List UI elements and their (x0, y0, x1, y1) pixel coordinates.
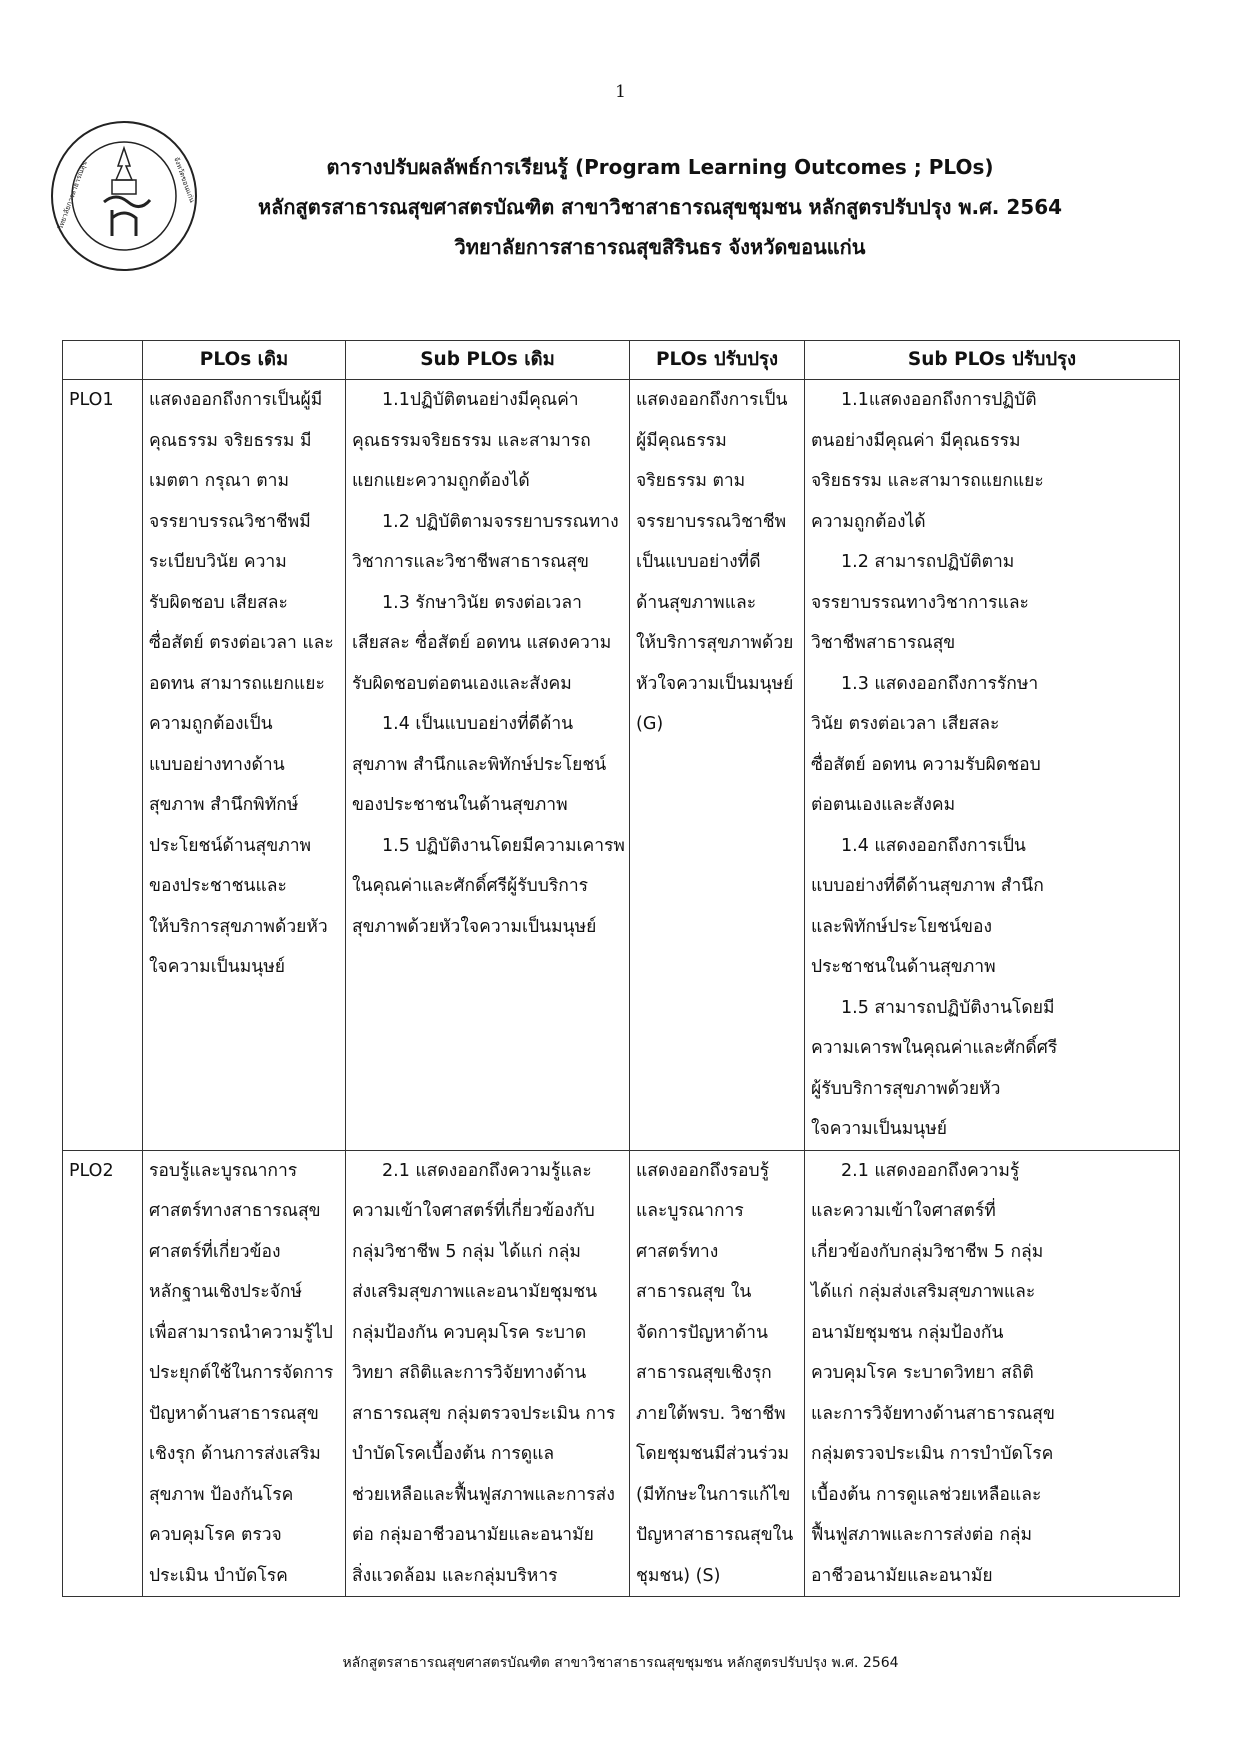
cell-text-line: แบบอย่างที่ดีด้านสุขภาพ สำนึก (811, 876, 1044, 896)
cell-text-line: จริยธรรม ตาม (636, 471, 746, 491)
cell-text-line: 1.4 เป็นแบบอย่างที่ดีด้าน (382, 714, 574, 734)
cell-text-line: วิทยา สถิติและการวิจัยทางด้าน (352, 1363, 587, 1383)
cell-text-line: ศาสตร์ทางสาธารณสุข (149, 1201, 321, 1221)
cell-text-line: ของประชาชนและ (149, 876, 287, 896)
page-number: 1 (615, 82, 626, 102)
cell-text-line: วิชาการและวิชาชีพสาธารณสุข (352, 552, 589, 572)
header-cell-sub-plo-old: Sub PLOs เดิม (346, 341, 630, 380)
cell-text-line: 1.4 แสดงออกถึงการเป็น (841, 835, 1026, 856)
plo-id: PLO1 (69, 390, 114, 410)
cell-text-line: กลุ่มตรวจประเมิน การบำบัดโรค (811, 1444, 1054, 1464)
cell-text-line: 1.2 ปฏิบัติตามจรรยาบรรณทาง (382, 511, 619, 532)
cell-text-line: 1.1ปฏิบัติตนอย่างมีคุณค่า (382, 390, 579, 410)
cell-text-line: ซื่อสัตย์ อดทน ความรับผิดชอบ (811, 754, 1041, 775)
cell-text-line: ตนอย่างมีคุณค่า มีคุณธรรม (811, 430, 1021, 451)
plo-table (62, 340, 1180, 1597)
cell-text-line: ความเคารพในคุณค่าและศักดิ์ศรี (811, 1038, 1058, 1058)
cell-text-line: สุขภาพ ป้องกันโรค (149, 1484, 294, 1505)
plo-old-cell (143, 1150, 346, 1597)
cell-text-line: ผู้มีคุณธรรม (636, 430, 727, 451)
plo-id-cell (63, 380, 143, 1151)
cell-text-line: ความถูกต้องเป็น (149, 714, 273, 734)
cell-text-line: กลุ่มป้องกัน ควบคุมโรค ระบาด (352, 1322, 587, 1343)
cell-text-line: 2.1 แสดงออกถึงความรู้และ (382, 1160, 592, 1181)
cell-text-line: 1.5 ปฏิบัติงานโดยมีความเคารพ (382, 835, 625, 856)
cell-text-line: 1.2 สามารถปฏิบัติตาม (841, 552, 1015, 572)
cell-text-line: เชิงรุก ด้านการส่งเสริม (149, 1444, 321, 1464)
cell-text-line: รับผิดชอบต่อตนเองและสังคม (352, 673, 572, 694)
plo-id: PLO2 (69, 1160, 114, 1181)
cell-text-line: ความเข้าใจศาสตร์ที่เกี่ยวข้องกับ (352, 1201, 595, 1221)
cell-text-line: ภายใต้พรบ. วิชาชีพ (636, 1403, 786, 1424)
cell-text-line: เบื้องต้น การดูแลช่วยเหลือและ (811, 1484, 1042, 1505)
cell-text-line: 1.1แสดงออกถึงการปฏิบัติ (841, 390, 1037, 410)
header-cell-sub-plo-new: Sub PLOs ปรับปรุง (805, 341, 1180, 380)
cell-text-line: ให้บริการสุขภาพด้วย (636, 633, 794, 653)
cell-text-line: จริยธรรม และสามารถแยกแยะ (811, 471, 1044, 491)
sub-plo-new-cell (805, 1150, 1180, 1597)
document-subtitle: หลักสูตรสาธารณสุขศาสตรบัณฑิต สาขาวิชาสาธารณสุขชุมชน หลักสูตรปรับปรุง พ.ศ. 2564 (257, 195, 1063, 219)
plo-old-cell (143, 380, 346, 1151)
plo-id-cell (63, 1150, 143, 1597)
cell-text-line: 1.5 สามารถปฏิบัติงานโดยมี (841, 997, 1055, 1018)
document-title: ตารางปรับผลลัพธ์การเรียนรู้ (Program Learning Outcomes ; PLOs) (326, 155, 994, 179)
cell-text-line: แสดงออกถึงรอบรู้ (636, 1160, 770, 1181)
cell-text-line: เกี่ยวข้องกับกลุ่มวิชาชีพ 5 กลุ่ม (811, 1241, 1044, 1262)
cell-text-line: โดยชุมชนมีส่วนร่วม (636, 1444, 790, 1464)
cell-text-line: สาธารณสุข กลุ่มตรวจประเมิน การ (352, 1403, 616, 1424)
cell-text-line: ต่อ กลุ่มอาชีวอนามัยและอนามัย (352, 1525, 594, 1545)
header-cell-id (63, 341, 143, 380)
cell-text-line: รอบรู้และบูรณาการ (149, 1160, 298, 1181)
cell-text-line: อนามัยชุมชน กลุ่มป้องกัน (811, 1322, 1004, 1343)
cell-text-line: เสียสละ ซื่อสัตย์ อดทน แสดงความ (352, 633, 612, 653)
cell-text-line: วินัย ตรงต่อเวลา เสียสละ (811, 714, 1000, 734)
cell-text-line: ประยุกต์ใช้ในการจัดการ (149, 1363, 334, 1383)
cell-text-line: เป็นแบบอย่างที่ดี (636, 552, 761, 572)
cell-text-line: หลักฐานเชิงประจักษ์ (149, 1282, 302, 1302)
cell-text-line: สาธารณสุข ใน (636, 1282, 752, 1302)
cell-text-line: ของประชาชนในด้านสุขภาพ (352, 795, 568, 815)
cell-text-line: จรรยาบรรณทางวิชาการและ (811, 592, 1029, 613)
cell-text-line: และการวิจัยทางด้านสาธารณสุข (811, 1403, 1055, 1424)
sub-plo-old-cell (346, 380, 630, 1151)
svg-text:จังหวัดขอนแก่น: จังหวัดขอนแก่น (172, 155, 197, 204)
page-footer: หลักสูตรสาธารณสุขศาสตรบัณฑิต สาขาวิชาสาธารณสุขชุมชน หลักสูตรปรับปรุง พ.ศ. 2564 (342, 1655, 899, 1671)
cell-text-line: (G) (636, 714, 664, 734)
cell-text-line: 2.1 แสดงออกถึงความรู้ (841, 1160, 1020, 1181)
cell-text-line: คุณธรรม จริยธรรม มี (149, 430, 312, 451)
cell-text-line: ปัญหาสาธารณสุขใน (636, 1525, 794, 1545)
cell-text-line: จรรยาบรรณวิชาชีพ (636, 511, 787, 532)
plo-new-cell (630, 1150, 805, 1597)
institution-name: วิทยาลัยการสาธารณสุขสิรินธร จังหวัดขอนแก่น (454, 235, 866, 259)
cell-text-line: แสดงออกถึงการเป็น (636, 390, 788, 410)
table-header-row (63, 341, 1180, 380)
cell-text-line: ประโยชน์ด้านสุขภาพ (149, 835, 312, 856)
sub-plo-new-cell (805, 380, 1180, 1151)
cell-text-line: ควบคุมโรค ตรวจ (149, 1525, 282, 1545)
cell-text-line: บำบัดโรคเบื้องต้น การดูแล (352, 1444, 555, 1464)
cell-text-line: (มีทักษะในการแก้ไข (636, 1484, 791, 1505)
cell-text-line: วิชาชีพสาธารณสุข (811, 633, 956, 653)
cell-text-line: จัดการปัญหาด้าน (636, 1322, 768, 1343)
cell-text-line: ใจความเป็นมนุษย์ (149, 957, 286, 977)
cell-text-line: ประชาชนในด้านสุขภาพ (811, 957, 996, 977)
cell-text-line: ใจความเป็นมนุษย์ (811, 1119, 948, 1139)
cell-text-line: จรรยาบรรณวิชาชีพมี (149, 511, 311, 532)
sub-plo-old-cell (346, 1150, 630, 1597)
cell-text-line: ต่อตนเองและสังคม (811, 795, 956, 815)
cell-text-line: และพิทักษ์ประโยชน์ของ (811, 916, 993, 937)
plo-new-cell (630, 380, 805, 1151)
cell-text-line: สุขภาพด้วยหัวใจความเป็นมนุษย์ (352, 916, 597, 937)
cell-text-line: ฟื้นฟูสภาพและการส่งต่อ กลุ่ม (811, 1525, 1033, 1545)
svg-text:วิทยาลัยการสาธารณสุข: วิทยาลัยการสาธารณสุข (56, 159, 89, 231)
cell-text-line: แสดงออกถึงการเป็นผู้มี (149, 390, 323, 410)
cell-text-line: 1.3 รักษาวินัย ตรงต่อเวลา (382, 592, 582, 613)
cell-text-line: ศาสตร์ทาง (636, 1241, 719, 1262)
cell-text-line: และบูรณาการ (636, 1201, 744, 1221)
cell-text-line: สิ่งแวดล้อม และกลุ่มบริหาร (352, 1565, 558, 1586)
cell-text-line: ช่วยเหลือและฟื้นฟูสภาพและการส่ง (352, 1484, 615, 1505)
cell-text-line: ซื่อสัตย์ ตรงต่อเวลา และ (149, 633, 334, 653)
cell-text-line: ประเมิน บำบัดโรค (149, 1565, 288, 1586)
cell-text-line: สุขภาพ สำนึกและพิทักษ์ประโยชน์ (352, 754, 607, 775)
cell-text-line: รับผิดชอบ เสียสละ (149, 592, 288, 613)
cell-text-line: ได้แก่ กลุ่มส่งเสริมสุขภาพและ (811, 1282, 1036, 1302)
cell-text-line: ระเบียบวินัย ความ (149, 552, 287, 572)
cell-text-line: ชุมชน) (S) (636, 1565, 721, 1586)
cell-text-line: ผู้รับบริการสุขภาพด้วยหัว (811, 1078, 1001, 1099)
cell-text-line: ด้านสุขภาพและ (636, 592, 757, 613)
table-row (63, 1150, 1180, 1597)
header-cell-plo-new: PLOs ปรับปรุง (630, 341, 805, 380)
cell-text-line: ความถูกต้องได้ (811, 511, 926, 532)
cell-text-line: แบบอย่างทางด้าน (149, 754, 285, 775)
cell-text-line: เมตตา กรุณา ตาม (149, 471, 289, 491)
cell-text-line: และความเข้าใจศาสตร์ที่ (811, 1201, 996, 1221)
cell-text-line: เพื่อสามารถนำความรู้ไป (149, 1322, 333, 1343)
cell-text-line: ส่งเสริมสุขภาพและอนามัยชุมชน (352, 1282, 598, 1302)
cell-text-line: ให้บริการสุขภาพด้วยหัว (149, 916, 328, 937)
header-cell-plo-old: PLOs เดิม (143, 341, 346, 380)
cell-text-line: ปัญหาด้านสาธารณสุข (149, 1403, 319, 1424)
cell-text-line: กลุ่มวิชาชีพ 5 กลุ่ม ได้แก่ กลุ่ม (352, 1241, 581, 1262)
cell-text-line: สาธารณสุขเชิงรุก (636, 1363, 772, 1383)
cell-text-line: คุณธรรมจริยธรรม และสามารถ (352, 430, 591, 451)
cell-text-line: ควบคุมโรค ระบาดวิทยา สถิติ (811, 1363, 1034, 1383)
table-row (63, 380, 1180, 1151)
cell-text-line: อดทน สามารถแยกแยะ (149, 673, 325, 694)
cell-text-line: อาชีวอนามัยและอนามัย (811, 1565, 993, 1586)
cell-text-line: 1.3 แสดงออกถึงการรักษา (841, 673, 1039, 694)
cell-text-line: หัวใจความเป็นมนุษย์ (636, 673, 794, 694)
cell-text-line: ในคุณค่าและศักดิ์ศรีผู้รับบริการ (352, 876, 589, 896)
cell-text-line: ศาสตร์ที่เกี่ยวข้อง (149, 1241, 281, 1262)
cell-text-line: สุขภาพ สำนึกพิทักษ์ (149, 795, 299, 815)
document-header (150, 147, 1170, 267)
cell-text-line: แยกแยะความถูกต้องได้ (352, 471, 530, 491)
